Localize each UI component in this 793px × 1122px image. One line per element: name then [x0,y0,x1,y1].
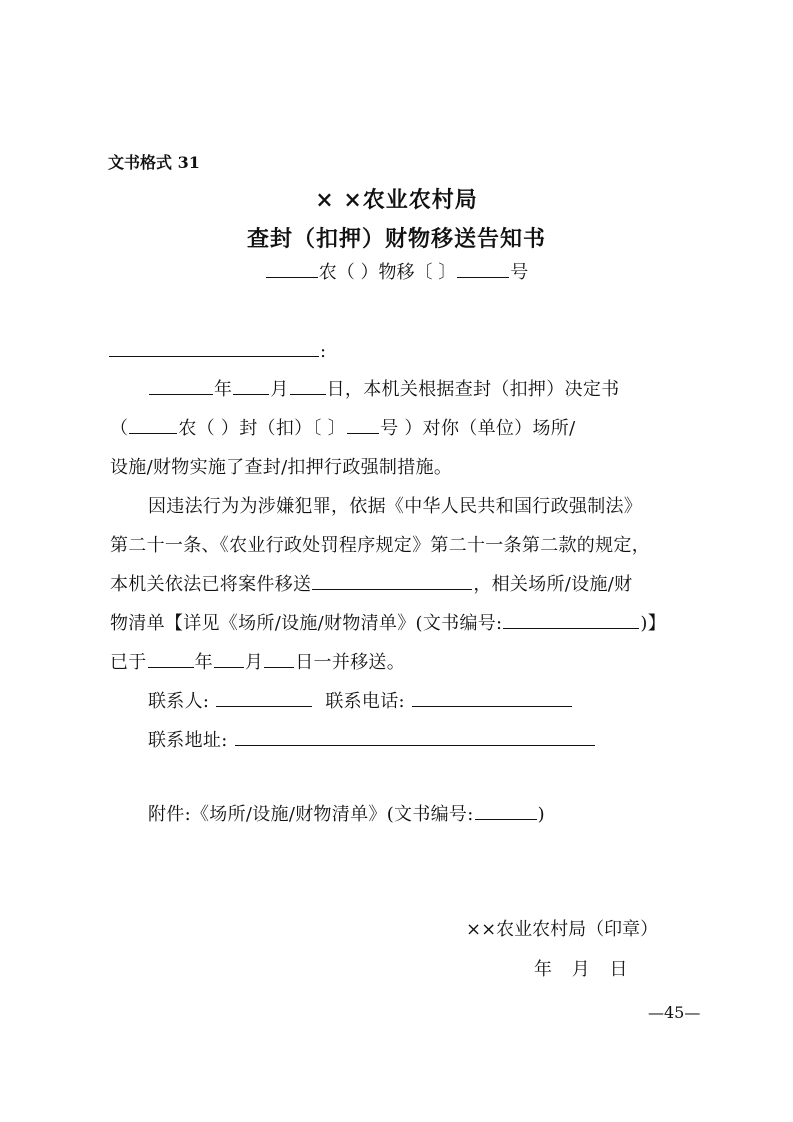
text-close-bracket: )】 [640,613,667,634]
text-related-items: ，相关场所/设施/财 [473,574,633,595]
signature-date: 年 月 日 [534,959,628,980]
text-decision-ref: 日，本机关根据查封（扣押）决定书 [326,379,620,400]
recipient-line [108,338,326,362]
recipient-blank [109,338,319,357]
blank-day [290,376,326,395]
text-transfer-month: 月 [244,652,264,673]
blank-decision-region [129,415,177,434]
attachment-text: 附件:《场所/设施/财物清单》(文书编号: [148,804,474,825]
agency-title: × ×农业农村局 [315,187,478,213]
doc-no-prefix: 农（ ）物移〔 〕 [318,262,457,283]
signature-org: ××农业农村局（印章） [466,919,659,940]
document-title: 查封（扣押）财物移送告知书 [246,226,546,252]
page-number: —45— [648,1003,701,1022]
paragraph1-line2 [110,414,575,440]
form-number: 文书格式 31 [108,153,200,172]
text-decision-no: 农（ ）封（扣）〔 〕 [178,418,347,439]
text-transfer-done: 日一并移送。 [295,652,406,673]
attachment-line [148,800,545,826]
text-month: 月 [270,379,289,400]
text-decision-tail: 号 ）对你（单位）场所/ [380,418,576,439]
attachment-close: ) [537,804,545,825]
paragraph2-line2: 第二十一条、《农业行政处罚程序规定》第二十一条第二款的规定， [110,535,650,556]
document-number-line [0,258,793,284]
contact-phone-label: 联系电话: [325,691,405,712]
attachment-doc-no-blank [475,801,537,820]
blank-decision-serial [347,415,379,434]
blank-transfer-year [148,649,194,668]
contact-line [148,687,573,713]
blank-transfer-month [214,649,244,668]
blank-list-doc-no [503,610,639,629]
text-item-list-ref: 物清单【详见《场所/设施/财物清单》(文书编号: [110,613,503,634]
paragraph2-line1: 因违法行为为涉嫌犯罪，依据《中华人民共和国行政强制法》 [148,496,643,517]
recipient-colon: : [320,341,327,362]
blank-transfer-target [312,571,472,590]
text-already: 已于 [110,652,147,673]
address-line [148,726,596,752]
blank-transfer-day [264,649,294,668]
contact-person-label: 联系人: [148,691,210,712]
blank-year [149,376,213,395]
text-open-paren: （ [110,418,129,439]
paragraph1-line1 [148,375,619,401]
contact-phone-blank [412,688,572,707]
doc-no-blank-serial [457,259,509,278]
doc-no-suffix: 号 [510,262,529,283]
contact-address-label: 联系地址: [148,730,228,751]
doc-no-blank-region [266,259,318,278]
text-year: 年 [214,379,233,400]
blank-month [233,376,269,395]
contact-address-blank [235,727,595,746]
paragraph2-line5 [110,648,405,674]
paragraph1-line3: 设施/财物实施了查封/扣押行政强制措施。 [110,457,453,478]
text-transfer-year: 年 [194,652,213,673]
paragraph2-line4 [110,609,666,635]
contact-person-blank [216,688,312,707]
paragraph2-line3 [110,570,632,596]
text-transfer: 本机关依法已将案件移送 [110,574,312,595]
